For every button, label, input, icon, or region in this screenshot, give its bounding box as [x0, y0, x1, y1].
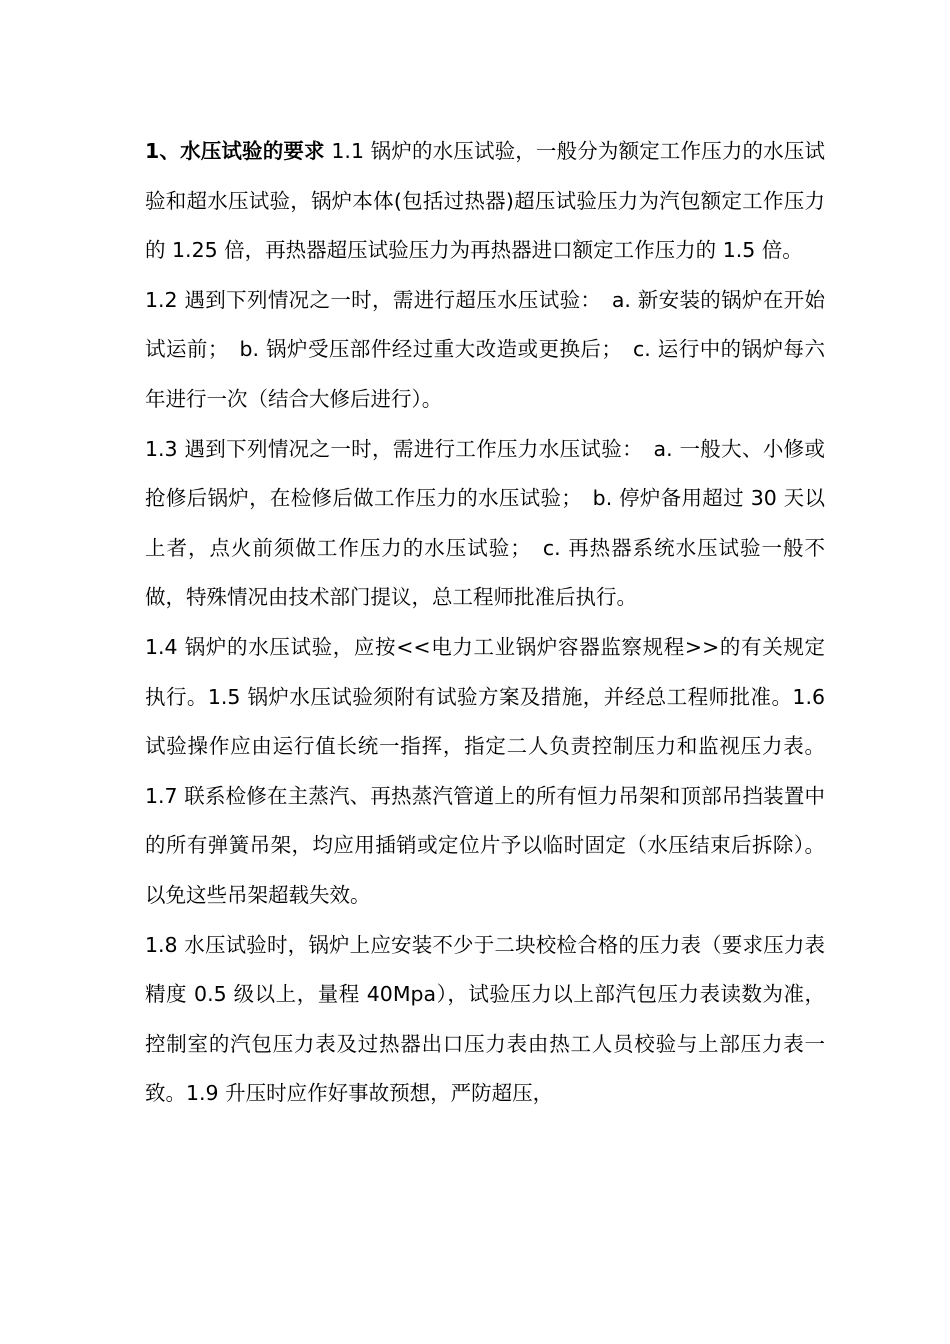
paragraph-1-2: 1.2 遇到下列情况之一时，需进行超压水压试验： a. 新安装的锅炉在开始试运前； b. 锅炉受压部件经过重大改造或更换后； c. 运行中的锅炉每六年进行一次（结合大修后进行）。: [145, 287, 825, 411]
section-heading: 1、水压试验的要求: [145, 139, 325, 163]
paragraph-1-1: [145, 127, 825, 276]
paragraph-1-8: 1.8 水压试验时，锅炉上应安装不少于二块校检合格的压力表（要求压力表精度 0.5 级以上，量程 40Mpa），试验压力以上部汽包压力表读数为准，控制室的汽包压力表及过热器出口压力表由热工人员校验与上部压力表一致。1.9 升压时应作好事故预想，严防超压，: [145, 932, 825, 1106]
paragraph-1-4: 1.4 锅炉的水压试验，应按<<电力工业锅炉容器监察规程>>的有关规定执行。1.5 锅炉水压试验须附有试验方案及措施，并经总工程师批准。1.6 试验操作应由运行值长统一指挥，指定二人负责控制压力和监视压力表。1.7 联系检修在主蒸汽、再热蒸汽管道上的所有恒力吊架和顶部吊挡装置中的所有弹簧吊架，均应用插销或定位片予以临时固定（水压结束后拆除）。以免这些吊架超载失效。: [145, 634, 825, 907]
paragraph-1-3: 1.3 遇到下列情况之一时，需进行工作压力水压试验： a. 一般大、小修或抢修后锅炉，在检修后做工作压力的水压试验； b. 停炉备用超过 30 天以上者，点火前须做工作压力的水压试验； c. 再热器系统水压试验一般不做，特殊情况由技术部门提议，总工程师批准后执行。: [145, 436, 825, 610]
document-body: [145, 127, 825, 1119]
paragraph-text: 1.1 锅炉的水压试验，一般分为额定工作压力的水压试验和超水压试验，锅炉本体(包括过热器)超压试验压力为汽包额定工作压力的 1.25 倍，再热器超压试验压力为再热器进口额定工作压力的 1.5 倍。: [145, 139, 825, 263]
